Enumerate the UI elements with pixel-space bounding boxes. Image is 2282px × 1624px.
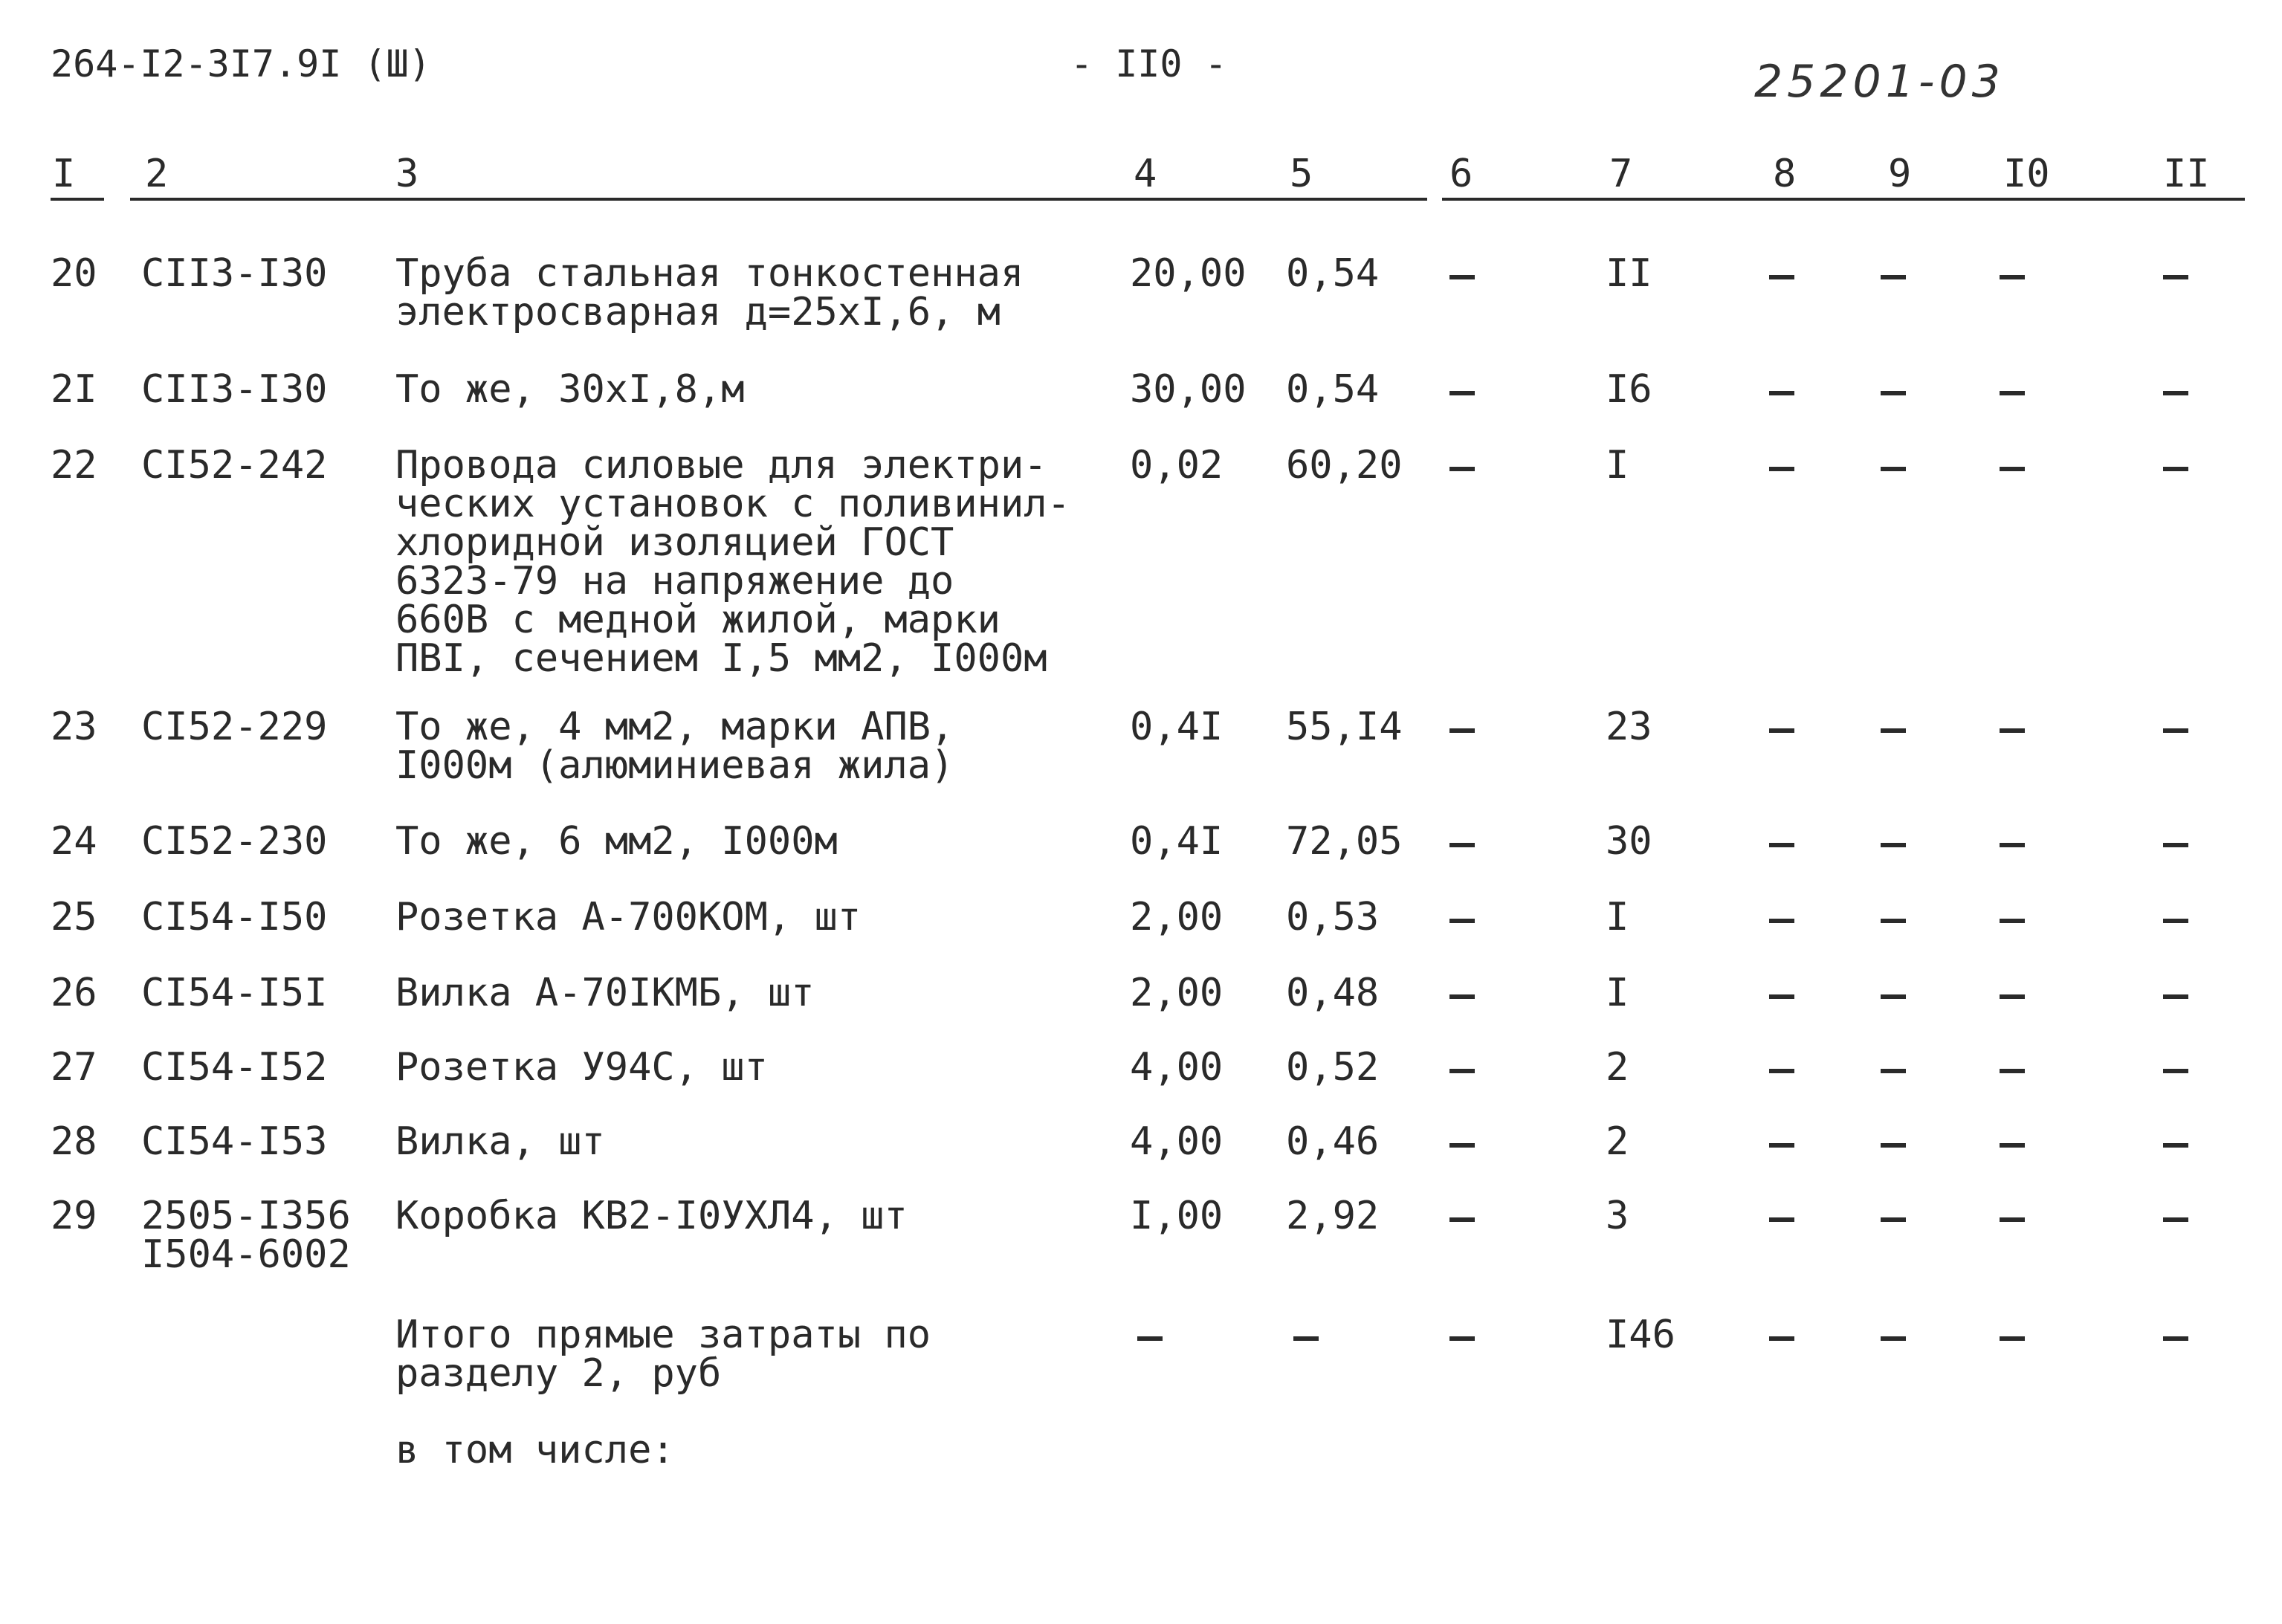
col-10-dash [2000,728,2025,733]
price-code: CI54-I50 [141,895,328,939]
col-9-dash [1881,919,1906,923]
item-name: То же, 6 мм2, I000м [395,819,838,864]
quantity: 4,00 [1130,1119,1224,1164]
item-name: Труба стальная тонкостенная электросварная д=25xI,6, м [395,251,1024,334]
document-code: 264-I2-3I7.9I (Ш) [51,42,431,85]
quantity: 2,00 [1130,971,1224,1015]
col-11-dash [2163,1336,2188,1341]
col-9-dash [1881,275,1906,279]
unit-cost: 0,54 [1286,251,1380,296]
column-header-11: II [2163,152,2210,196]
unit-cost: 0,54 [1286,367,1380,412]
price-code: CII3-I30 [141,367,328,412]
col-10-dash [2000,467,2025,471]
col-6-dash [1449,994,1475,999]
quantity: 20,00 [1130,251,1247,296]
quantity: I,00 [1130,1194,1224,1238]
col-6-dash [1449,843,1475,847]
column-header-2: 2 [145,152,169,196]
row-number: 20 [51,251,97,296]
item-name: Розетка А-700КОМ, шт [395,895,862,939]
col-8-dash [1769,275,1794,279]
col-10-dash [2000,1069,2025,1073]
price-code: CI52-230 [141,819,328,864]
row-number: 25 [51,895,97,939]
unit-cost: 60,20 [1286,443,1403,488]
column-header-8: 8 [1773,152,1797,196]
total-cost: I [1606,895,1629,939]
total-cost: 2 [1606,1119,1629,1164]
price-code: CI54-I52 [141,1045,328,1090]
col-8-dash [1769,1069,1794,1073]
unit-cost: 55,I4 [1286,705,1403,749]
row-number: 23 [51,705,97,749]
item-name: Итого прямые затраты по разделу 2, руб [395,1313,931,1396]
page-number: - II0 - [1070,42,1227,85]
item-name: Розетка У94С, шт [395,1045,768,1090]
col-10-dash [2000,919,2025,923]
col-9-dash [1881,391,1906,395]
col-11-dash [2163,994,2188,999]
price-code: CI52-229 [141,705,328,749]
col-6-dash [1449,1336,1475,1341]
col-9-dash [1881,728,1906,733]
unit-cost: 0,46 [1286,1119,1380,1164]
unit-cost: 0,52 [1286,1045,1380,1090]
column-header-6: 6 [1449,152,1473,196]
header-underline [1442,198,2245,201]
quantity: 2,00 [1130,895,1224,939]
col-9-dash [1881,1336,1906,1341]
header-underline [130,198,1427,201]
row-number: 26 [51,971,97,1015]
item-name: в том числе: [395,1428,675,1472]
col-10-dash [2000,1143,2025,1148]
item-name: Коробка КВ2-I0УХЛ4, шт [395,1194,908,1238]
col-8-dash [1769,919,1794,923]
col-11-dash [2163,275,2188,279]
col-8-dash [1769,843,1794,847]
quantity: 30,00 [1130,367,1247,412]
total-cost: I46 [1606,1313,1675,1357]
column-header-5: 5 [1290,152,1313,196]
unit-cost: 2,92 [1286,1194,1380,1238]
item-name: Вилка А-70IКМБ, шт [395,971,815,1015]
col-9-dash [1881,843,1906,847]
col-9-dash [1881,1069,1906,1073]
unit-cost-dash [1293,1336,1319,1341]
price-code: CI54-I5I [141,971,328,1015]
quantity: 0,4I [1130,819,1224,864]
item-name: То же, 4 мм2, марки АПВ, I000м (алюминиевая жила) [395,705,954,788]
quantity: 0,02 [1130,443,1224,488]
col-11-dash [2163,843,2188,847]
col-9-dash [1881,1143,1906,1148]
col-6-dash [1449,919,1475,923]
col-10-dash [2000,275,2025,279]
col-10-dash [2000,994,2025,999]
col-8-dash [1769,391,1794,395]
total-cost: 2 [1606,1045,1629,1090]
col-8-dash [1769,467,1794,471]
total-cost: I [1606,971,1629,1015]
row-number: 22 [51,443,97,488]
total-cost: II [1606,251,1652,296]
row-number: 24 [51,819,97,864]
row-number: 28 [51,1119,97,1164]
col-6-dash [1449,1143,1475,1148]
unit-cost: 72,05 [1286,819,1403,864]
item-name: То же, 30xI,8,м [395,367,745,412]
col-11-dash [2163,391,2188,395]
col-11-dash [2163,1069,2188,1073]
col-6-dash [1449,275,1475,279]
item-name: Провода силовые для электри- ческих установок с поливинил- хлоридной изоляцией ГОСТ 6323-79 на напряжение до 660В с медной жилой, марки ПВI, сечением I,5 мм2, I000м [395,443,1070,681]
quantity: 0,4I [1130,705,1224,749]
price-code: CI54-I53 [141,1119,328,1164]
col-6-dash [1449,467,1475,471]
col-9-dash [1881,467,1906,471]
total-cost: I [1606,443,1629,488]
item-name: Вилка, шт [395,1119,605,1164]
quantity: 4,00 [1130,1045,1224,1090]
col-6-dash [1449,1069,1475,1073]
col-11-dash [2163,919,2188,923]
col-8-dash [1769,1336,1794,1341]
column-header-9: 9 [1888,152,1912,196]
price-code: CII3-I30 [141,251,328,296]
column-header-1: I [52,152,76,196]
col-10-dash [2000,391,2025,395]
col-10-dash [2000,843,2025,847]
col-6-dash [1449,1217,1475,1222]
col-9-dash [1881,994,1906,999]
handwritten-stamp: 25201-03 [1754,56,2005,108]
col-6-dash [1449,391,1475,395]
row-number: 27 [51,1045,97,1090]
column-header-4: 4 [1134,152,1157,196]
col-8-dash [1769,1143,1794,1148]
row-number: 29 [51,1194,97,1238]
col-11-dash [2163,467,2188,471]
column-header-7: 7 [1609,152,1633,196]
col-11-dash [2163,728,2188,733]
row-number: 2I [51,367,97,412]
unit-cost: 0,48 [1286,971,1380,1015]
unit-cost: 0,53 [1286,895,1380,939]
col-11-dash [2163,1217,2188,1222]
col-10-dash [2000,1336,2025,1341]
col-8-dash [1769,994,1794,999]
col-10-dash [2000,1217,2025,1222]
total-cost: 3 [1606,1194,1629,1238]
column-header-10: I0 [2003,152,2050,196]
total-cost: I6 [1606,367,1652,412]
col-9-dash [1881,1217,1906,1222]
price-code: 2505-I356 I504-6002 [141,1194,351,1277]
column-header-3: 3 [395,152,419,196]
quantity-dash [1137,1336,1163,1341]
col-6-dash [1449,728,1475,733]
col-11-dash [2163,1143,2188,1148]
total-cost: 23 [1606,705,1652,749]
total-cost: 30 [1606,819,1652,864]
col-8-dash [1769,728,1794,733]
price-code: CI52-242 [141,443,328,488]
header-underline [51,198,104,201]
col-8-dash [1769,1217,1794,1222]
